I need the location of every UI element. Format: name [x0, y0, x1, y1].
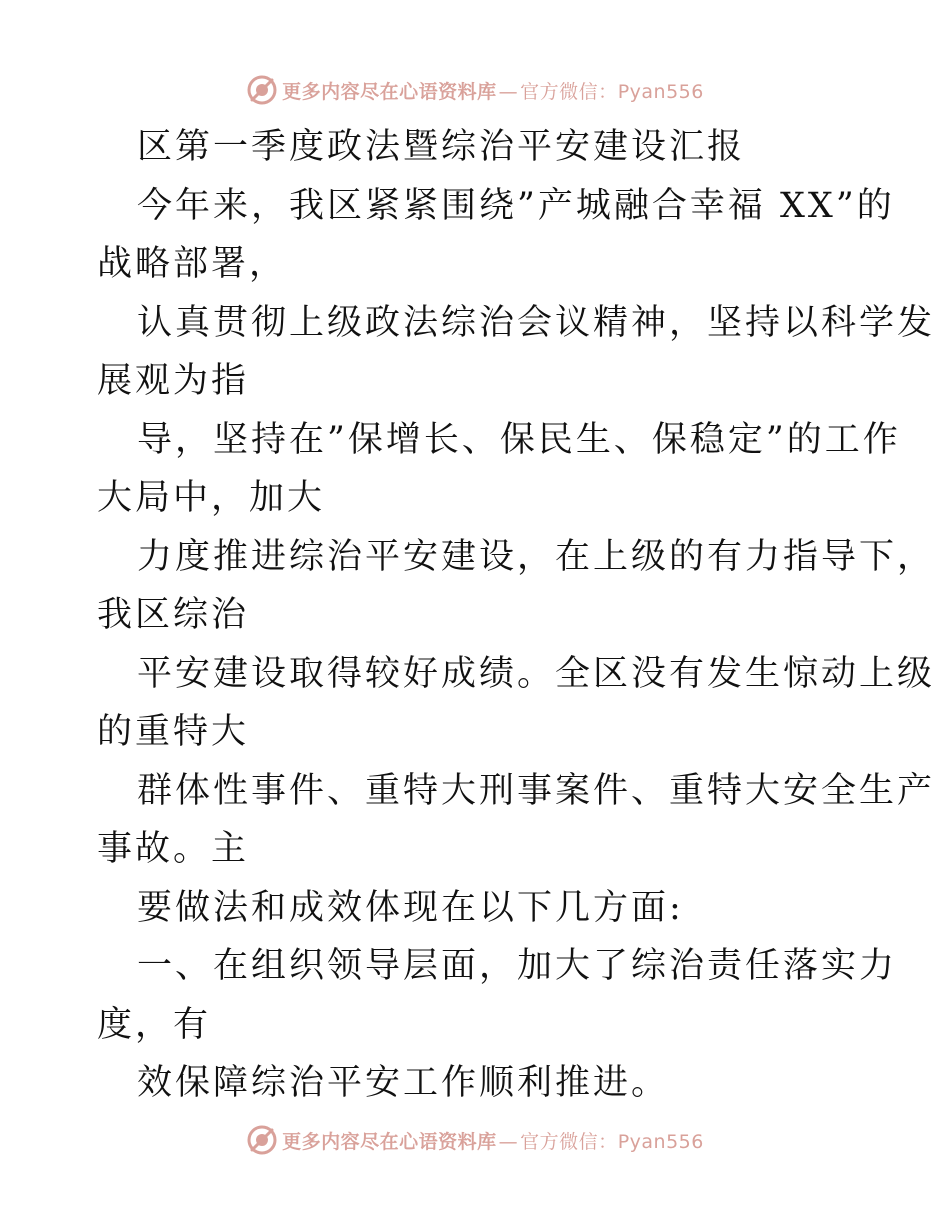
watermark-wechat-label: 官方微信： — [520, 1130, 618, 1153]
document-title: 区第一季度政法暨综治平安建设汇报 — [137, 127, 746, 167]
watermark-separator: — — [498, 80, 519, 103]
header-watermark-banner — [0, 70, 950, 110]
watermark-wechat-label: 官方微信： — [520, 80, 618, 103]
text-line: 今年来，我区紧紧围绕”产城融合幸福 XX”的 — [137, 186, 895, 226]
footer-watermark-banner — [0, 1120, 950, 1160]
text-line: 群体性事件、重特大刑事案件、重特大安全生产 — [137, 771, 936, 811]
text-line: 力度推进综治平安建设，在上级的有力指导下， — [137, 537, 936, 577]
text-line: 导，坚持在”保增长、保民生、保稳定”的工作 — [137, 420, 901, 460]
text-line: 战略部署， — [97, 244, 288, 284]
watermark-separator: — — [498, 1130, 519, 1153]
text-line: 一、在组织领导层面，加大了综治责任落实力 — [137, 946, 898, 986]
text-line: 要做法和成效体现在以下几方面: — [137, 888, 684, 928]
text-line: 事故。主 — [97, 829, 250, 869]
text-line: 度，有 — [97, 1005, 212, 1045]
watermark-main-text: 更多内容尽在心语资料库 — [282, 1130, 497, 1153]
watermark-wechat-id: Pyan556 — [617, 1130, 704, 1153]
text-line: 效保障综治平安工作顺利推进。 — [137, 1063, 670, 1103]
text-line: 平安建设取得较好成绩。全区没有发生惊动上级 — [137, 654, 936, 694]
watermark-wechat-id: Pyan556 — [617, 80, 704, 103]
watermark-text — [282, 77, 704, 104]
brush-seal-logo-icon — [246, 74, 278, 106]
text-line: 展观为指 — [97, 361, 250, 401]
text-line: 我区综治 — [97, 595, 250, 635]
brush-seal-logo-icon — [246, 1124, 278, 1156]
watermark-main-text: 更多内容尽在心语资料库 — [282, 80, 497, 103]
text-line: 大局中，加大 — [97, 478, 326, 518]
text-line: 认真贯彻上级政法综治会议精神，坚持以科学发 — [137, 303, 936, 343]
text-line: 的重特大 — [97, 712, 250, 752]
watermark-text — [282, 1127, 704, 1154]
